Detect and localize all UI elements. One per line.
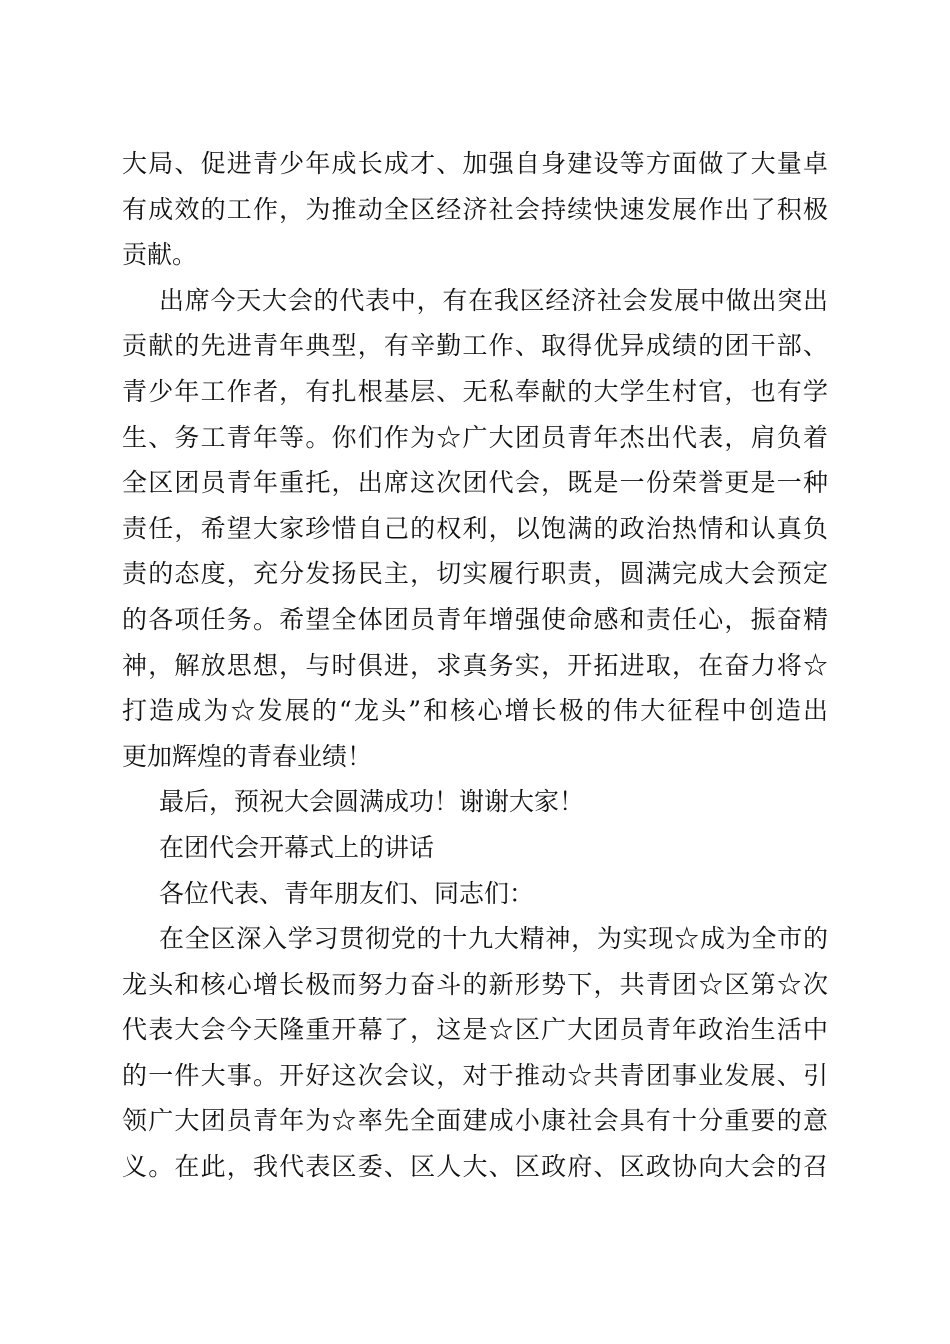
text-line: 的各项任务。希望全体团员青年增强使命感和责任心，振奋精 bbox=[122, 604, 828, 634]
text-line: 贡献的先进青年典型，有辛勤工作、取得优异成绩的团干部、 bbox=[122, 331, 828, 361]
text-line: 龙头和核心增长极而努力奋斗的新形势下，共青团☆区第☆次 bbox=[122, 969, 828, 999]
text-line: 责的态度，充分发扬民主，切实履行职责，圆满完成大会预定 bbox=[122, 559, 828, 589]
paragraph-first-line: 在全区深入学习贯彻党的十九大精神，为实现☆成为全市的 bbox=[159, 924, 828, 954]
text-line: 青少年工作者，有扎根基层、无私奉献的大学生村官，也有学 bbox=[122, 376, 828, 406]
paragraph-first-line: 出席今天大会的代表中，有在我区经济社会发展中做出突出 bbox=[159, 285, 828, 315]
text-line: 有成效的工作，为推动全区经济社会持续快速发展作出了积极 bbox=[122, 194, 828, 224]
text-line: 领广大团员青年为☆率先全面建成小康社会具有十分重要的意 bbox=[122, 1106, 828, 1136]
text-line: 神，解放思想，与时俱进，求真务实，开拓进取，在奋力将☆ bbox=[122, 650, 828, 680]
text-line: 打造成为☆发展的“龙头”和核心增长极的伟大征程中创造出 bbox=[122, 696, 828, 726]
text-line: 代表大会今天隆重开幕了，这是☆区广大团员青年政治生活中 bbox=[122, 1015, 828, 1045]
text-line: 责任，希望大家珍惜自己的权利，以饱满的政治热情和认真负 bbox=[122, 513, 828, 543]
speech-title: 在团代会开幕式上的讲话 bbox=[159, 832, 435, 862]
text-line: 义。在此，我代表区委、区人大、区政府、区政协向大会的召 bbox=[122, 1152, 828, 1182]
closing-remark: 最后，预祝大会圆满成功！谢谢大家！ bbox=[159, 787, 585, 817]
text-line: 更加辉煌的青春业绩！ bbox=[122, 741, 373, 771]
text-line: 大局、促进青少年成长成才、加强自身建设等方面做了大量卓 bbox=[122, 149, 828, 178]
text-line: 生、务工青年等。你们作为☆广大团员青年杰出代表，肩负着 bbox=[122, 422, 828, 452]
text-line: 全区团员青年重托，出席这次团代会，既是一份荣誉更是一种 bbox=[122, 468, 828, 498]
text-line: 贡献。 bbox=[122, 240, 198, 270]
text-line: 的一件大事。开好这次会议，对于推动☆共青团事业发展、引 bbox=[122, 1060, 828, 1090]
salutation: 各位代表、青年朋友们、同志们： bbox=[159, 878, 535, 908]
document-body bbox=[122, 141, 828, 1190]
